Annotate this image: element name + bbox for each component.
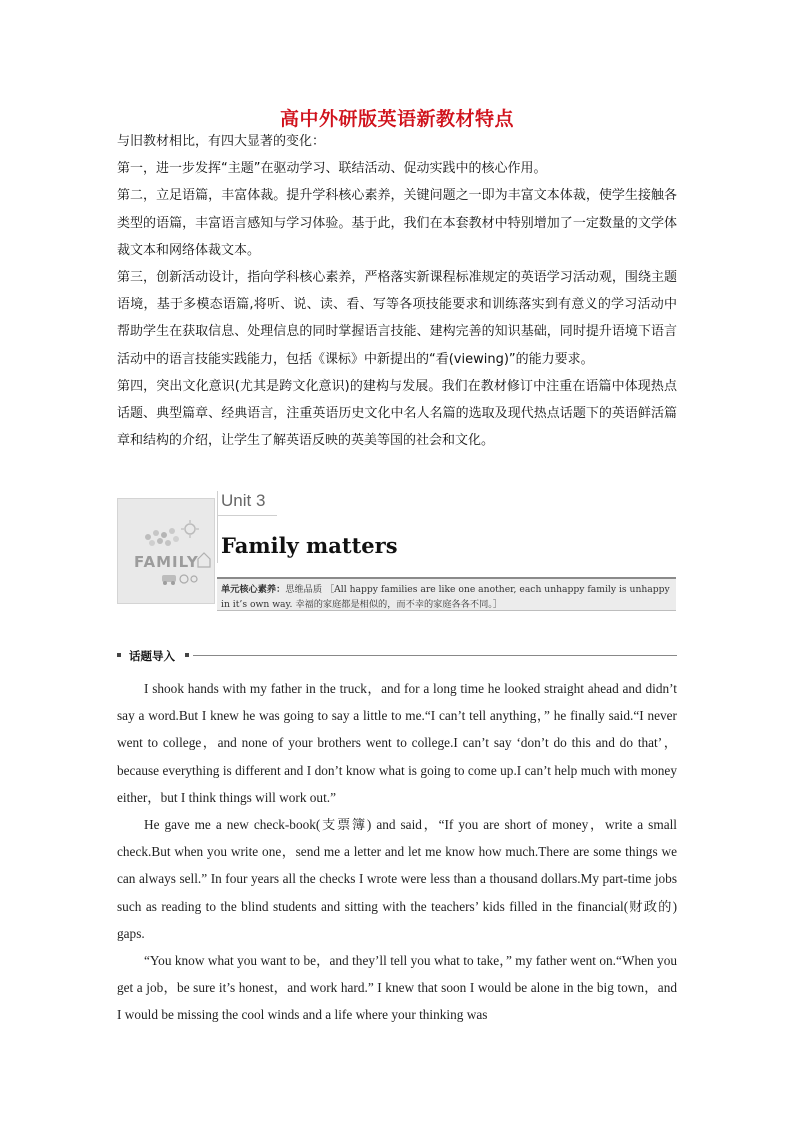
- divider: [217, 491, 218, 563]
- unit-header: [117, 491, 677, 611]
- intro-paragraph: 与旧教材相比，有四大显著的变化：: [117, 134, 326, 149]
- family-illustration-graphic: [118, 499, 214, 603]
- unit-title: Family matters: [221, 533, 398, 558]
- unit-number: Unit 3: [221, 491, 266, 510]
- story-paragraph: I shook hands with my father in the truck，and for a long time he looked straight ahead and didn’t say a word.But I knew he was going to say a little to me.“I can’t tell anything，” he finally said.“I never went to college，and none of your brothers went to college.I can’t say ‘don’t do this and do that’，because everything is different and I don’t know what is going to come up.I can’t help much with money either，but I think things will work out.”: [117, 681, 677, 805]
- core-literacy-box: [217, 577, 676, 611]
- square-bullet-icon: [185, 653, 189, 657]
- core-literacy-label: 单元核心素养：: [221, 584, 286, 595]
- intro-paragraph: 第二，立足语篇，丰富体裁。提升学科核心素养，关键问题之一即为丰富文本体裁，使学生接触各类型的语篇，丰富语言感知与学习体验。基于此，我们在本套教材中特别增加了一定数量的文学体裁文本和网络体裁文本。: [117, 188, 677, 258]
- divider: [193, 655, 677, 656]
- intro-paragraph: 第四，突出文化意识(尤其是跨文化意识)的建构与发展。我们在教材修订中注重在语篇中体现热点话题、典型篇章、经典语言，注重英语历史文化中名人名篇的选取及现代热点话题下的英语鲜活篇章和结构的介绍，让学生了解英语反映的英美等国的社会和文化。: [117, 378, 677, 449]
- intro-section: [117, 128, 677, 454]
- document-title: 高中外研版英语新教材特点: [279, 108, 514, 130]
- core-literacy-quote: ［All happy families are like one another, each unhappy family is unhappy in it’s own way. 幸福的家庭都是相似的，而不幸的家庭各各不同。］: [221, 584, 670, 610]
- square-bullet-icon: [117, 653, 121, 657]
- core-literacy-value: 思维品质: [285, 584, 323, 595]
- family-illustration-word: FAMILY: [134, 553, 199, 571]
- story-paragraph: He gave me a new check-book(支票簿) and said，“If you are short of money，write a small check.But when you write one，send me a letter and let me know how much.There are some things we can always sell.” In four years all the checks I wrote were less than a thousand dollars.My part-time jobs such as reading to the blind students and sitting with the teachers’ kids filled in the financial(财政的) gaps.: [117, 817, 677, 941]
- intro-paragraph: 第三，创新活动设计，指向学科核心素养，严格落实新课程标准规定的英语学习活动观，围绕主题语境，基于多模态语篇,将听、说、读、看、写等各项技能要求和训练落实到有意义的学习活动中帮助学生在获取信息、处理信息的同时掌握语言技能、建构完善的知识基础，同时提升语境下语言活动中的语言技能实践能力，包括《课标》中新提出的“看(viewing)”的能力要求。: [117, 270, 677, 367]
- topic-intro-heading: [117, 648, 677, 664]
- story-text: [117, 675, 677, 1029]
- family-illustration: [117, 498, 215, 604]
- topic-intro-label: 话题导入: [129, 649, 175, 663]
- intro-paragraph: 第一，进一步发挥“主题”在驱动学习、联结活动、促动实践中的核心作用。: [117, 161, 547, 177]
- story-paragraph: “You know what you want to be，and they’ll tell you what to take，” my father went on.“When you get a job，be sure it’s honest，and work hard.” I knew that soon I would be alone in the big town，and I would be missing the cool winds and a life where your thinking was: [117, 953, 677, 1023]
- unit-heading-block: [217, 491, 677, 611]
- divider: [217, 515, 277, 516]
